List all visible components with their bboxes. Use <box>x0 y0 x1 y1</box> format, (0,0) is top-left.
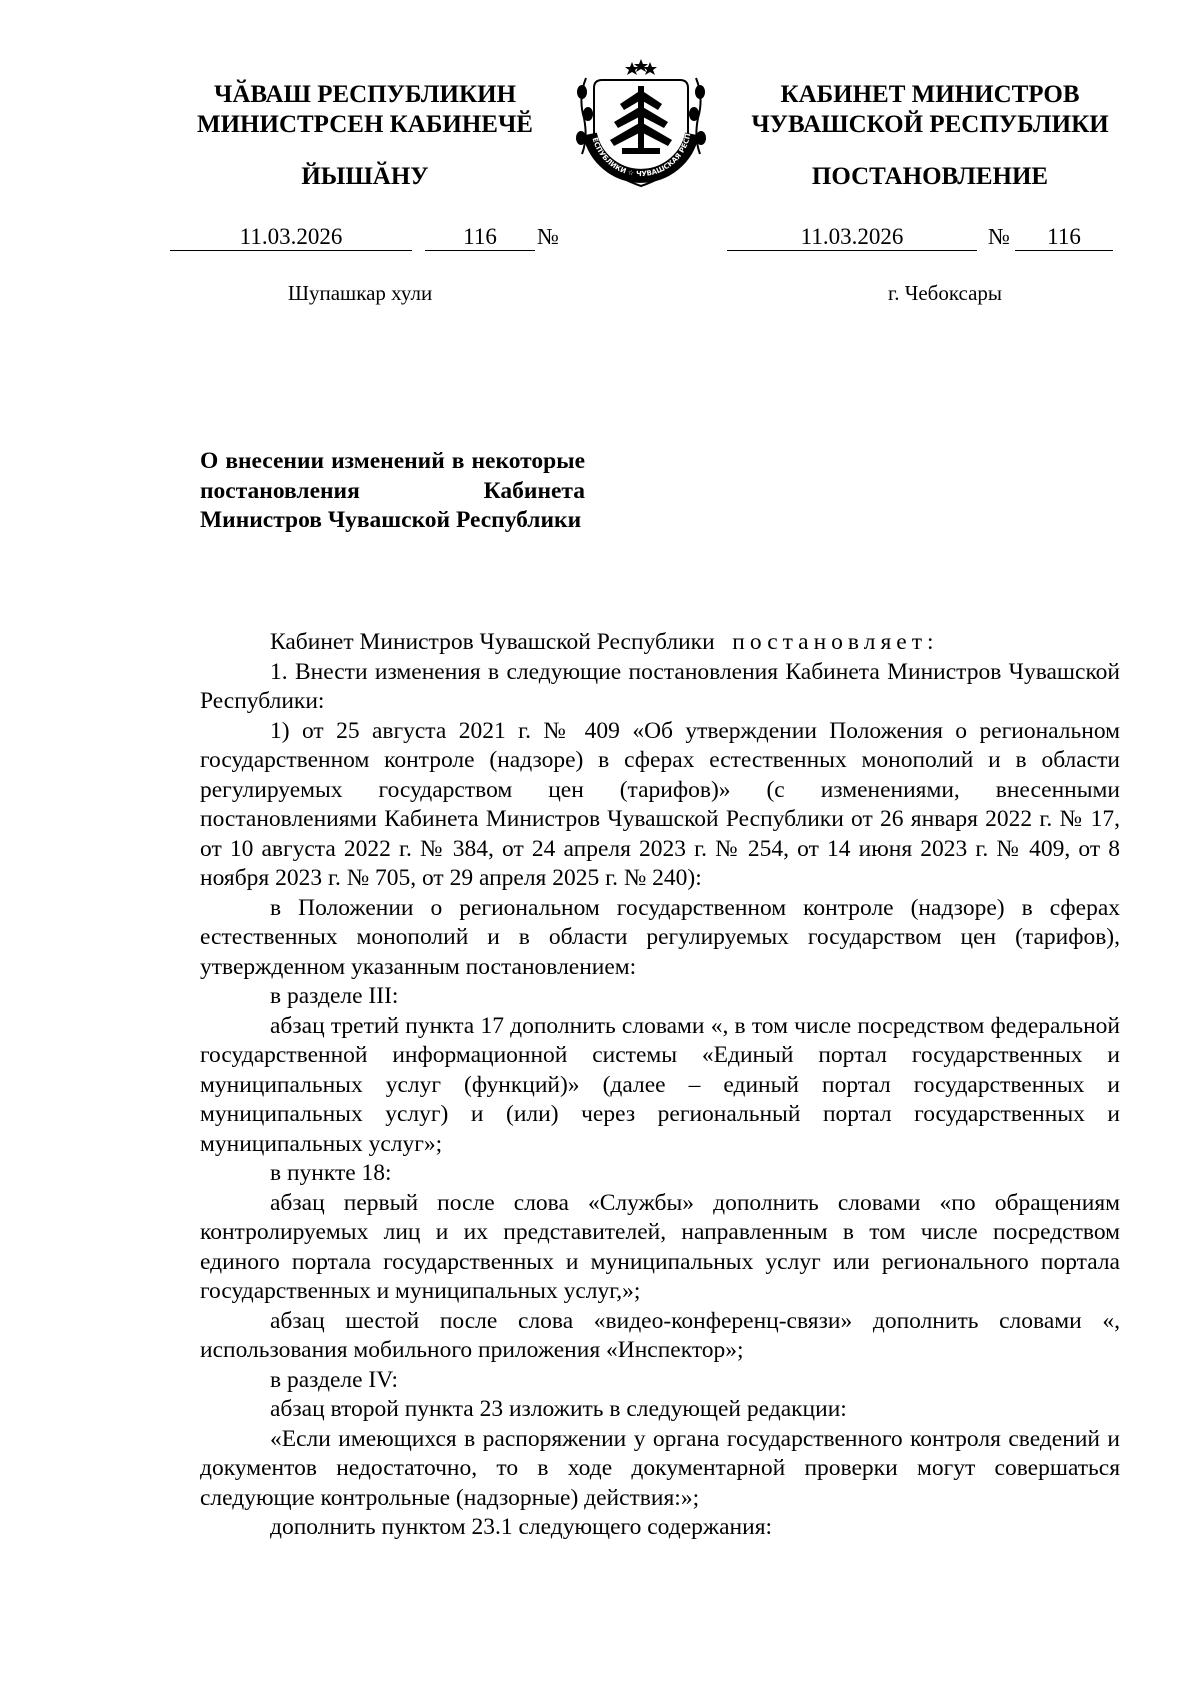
header-right-number: 116 <box>1015 224 1113 251</box>
header-right-org-line1: КАБИНЕТ МИНИСТРОВ <box>780 81 1080 108</box>
body-paragraph: абзац первый после слова «Службы» дополнить словами «по обращениям контролируемых лиц и их представителей, направленным в том числе посредством единого портала государственных и муниципальных услуг или регионального портала государственных и муниципальных услуг,»; <box>200 1189 1120 1304</box>
body-paragraph: абзац третий пункта 17 дополнить словами «, в том числе посредством федеральной государственной информационной системы «Единый портал государственных и муниципальных услуг (функций)» (далее – единый портал государственных и муниципальных услуг) и (или) через региональный портал государственных и муниципальных услуг»; <box>200 1012 1120 1157</box>
header-right-city: г. Чебоксары <box>887 281 1003 305</box>
header-left-doc-type: ЙЫШӐНУ <box>301 163 429 190</box>
header-left-number: 116 <box>425 224 535 251</box>
body-paragraph: в разделе III: <box>270 983 399 1009</box>
body-paragraph: 1. Внести изменения в следующие постановления Кабинета Министров Чувашской Республики: <box>200 658 1120 714</box>
intro-verb: постановляет: <box>732 629 939 655</box>
header-left-org-line2: МИНИСТРСЕН КАБИНЕЧӖ <box>197 111 533 138</box>
body-paragraph: «Если имеющихся в распоряжении у органа государственного контроля сведений и документов недостаточно, то в ходе документарной проверки могут совершаться следующие контрольные (надзорные) действия:»; <box>200 1425 1120 1511</box>
emblem-ribbon-text: ЕСПУБЛИКИ ☆ ЧУВАШСКАЯ РЕСП <box>590 132 693 179</box>
header-left-date: 11.03.2026 <box>170 224 412 251</box>
body-paragraph: дополнить пунктом 23.1 следующего содержания: <box>270 1514 773 1540</box>
document-subject: О внесении изменений в некоторые постановления Кабинета Министров Чувашской Республики <box>200 448 585 533</box>
coat-of-arms-emblem <box>572 58 710 192</box>
intro-paragraph <box>200 628 1120 658</box>
intro-text: Кабинет Министров Чувашской Республики <box>270 629 715 655</box>
header-left-city: Шупашкар хули <box>287 281 433 305</box>
header-left-number-sign: № <box>537 224 559 249</box>
body-paragraph: в разделе IV: <box>270 1366 399 1393</box>
body-paragraph: абзац шестой после слова «видео-конференц-связи» дополнить словами «, использования мобильного приложения «Инспектор»; <box>200 1307 1120 1363</box>
header-right-date: 11.03.2026 <box>727 224 977 251</box>
body-paragraph: в Положении о региональном государственном контроле (надзоре) в сферах естественных монополий и в области регулируемых государством цен (тарифов), утвержденном указанным постановлением: <box>200 894 1120 980</box>
header-right-org <box>715 80 1145 140</box>
header-left-org <box>160 80 570 140</box>
body-paragraph: в пункте 18: <box>270 1160 392 1186</box>
header-right-org-line2: ЧУВАШСКОЙ РЕСПУБЛИКИ <box>751 111 1109 138</box>
body-paragraph: абзац второй пункта 23 изложить в следующей редакции: <box>270 1396 847 1422</box>
header-left-org-line1: ЧӐВАШ РЕСПУБЛИКИН <box>213 81 517 108</box>
body-paragraph: 1) от 25 августа 2021 г. № 409 «Об утверждении Положения о региональном государственном контроле (надзоре) в сферах естественных монополий и в области регулируемых государством цен (тарифов)» (с изменениями, внесенными постановлениями Кабинета Министров Чувашской Республики от 26 января 2022 г. № 17, от 10 августа 2022 г. № 384, от 24 апреля 2023 г. № 254, от 14 июня 2023 г. № 409, от 8 ноября 2023 г. № 705, от 29 апреля 2025 г. № 240): <box>200 717 1120 891</box>
document-body <box>200 628 1120 1543</box>
header-right-doc-type: ПОСТАНОВЛЕНИЕ <box>811 163 1049 190</box>
header-right-number-sign: № <box>988 224 1010 249</box>
